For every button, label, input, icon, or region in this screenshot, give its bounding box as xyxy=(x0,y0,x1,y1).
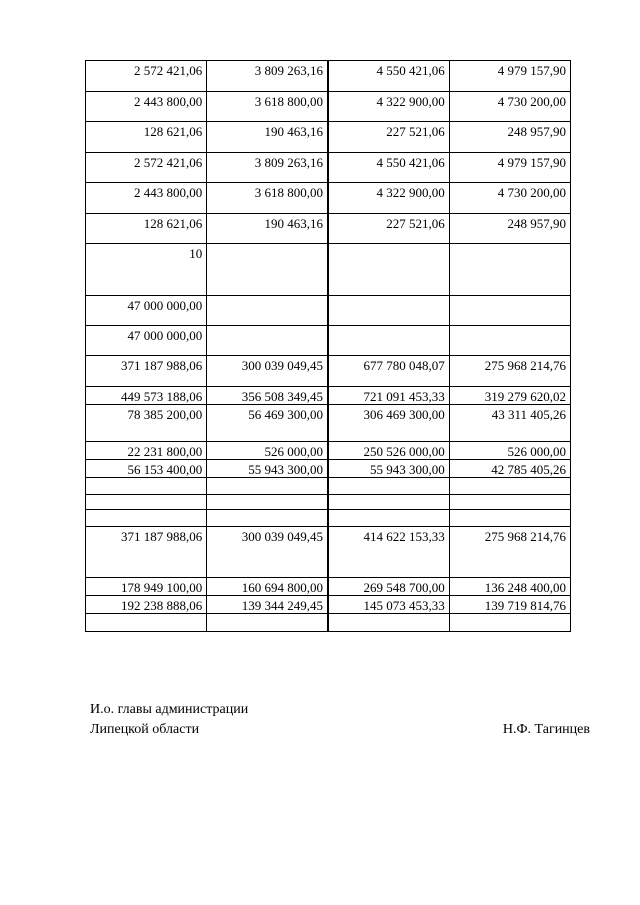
table-cell: 356 508 349,45 xyxy=(207,387,328,405)
table-cell xyxy=(449,478,570,495)
table-cell: 47 000 000,00 xyxy=(86,296,207,326)
table-cell xyxy=(86,495,207,510)
table-cell: 371 187 988,06 xyxy=(86,527,207,578)
signature-block xyxy=(90,700,590,740)
table-cell xyxy=(86,614,207,632)
table-cell xyxy=(328,478,449,495)
table-cell: 56 153 400,00 xyxy=(86,460,207,478)
table-cell xyxy=(449,495,570,510)
table-row xyxy=(86,244,571,296)
table-cell: 269 548 700,00 xyxy=(328,578,449,596)
table-cell: 2 572 421,06 xyxy=(86,153,207,183)
table-cell: 3 809 263,16 xyxy=(207,61,328,92)
table-row xyxy=(86,527,571,578)
table-row xyxy=(86,183,571,214)
table-cell xyxy=(207,244,328,296)
signature-line-1 xyxy=(90,700,590,720)
table-row xyxy=(86,61,571,92)
table-cell: 4 730 200,00 xyxy=(449,92,570,122)
budget-table-body xyxy=(86,61,571,632)
table-cell: 4 550 421,06 xyxy=(328,153,449,183)
table-cell: 3 618 800,00 xyxy=(207,92,328,122)
table-cell: 300 039 049,45 xyxy=(207,527,328,578)
signatory-position-line-1: И.о. главы администрации xyxy=(90,702,249,717)
table-cell: 227 521,06 xyxy=(328,122,449,153)
table-row xyxy=(86,326,571,356)
budget-table xyxy=(85,60,571,632)
table-row xyxy=(86,495,571,510)
table-cell: 128 621,06 xyxy=(86,122,207,153)
table-cell: 190 463,16 xyxy=(207,122,328,153)
table-cell: 414 622 153,33 xyxy=(328,527,449,578)
table-cell: 128 621,06 xyxy=(86,214,207,244)
table-row xyxy=(86,92,571,122)
table-row xyxy=(86,510,571,527)
table-cell: 55 943 300,00 xyxy=(207,460,328,478)
table-cell: 677 780 048,07 xyxy=(328,356,449,387)
table-row xyxy=(86,596,571,614)
table-cell xyxy=(449,614,570,632)
table-cell xyxy=(328,244,449,296)
table-cell: 2 572 421,06 xyxy=(86,61,207,92)
table-cell: 190 463,16 xyxy=(207,214,328,244)
table-row xyxy=(86,478,571,495)
table-row xyxy=(86,460,571,478)
signatory-name: Н.Ф. Тагинцев xyxy=(502,722,590,737)
table-cell xyxy=(328,326,449,356)
table-cell: 136 248 400,00 xyxy=(449,578,570,596)
table-row xyxy=(86,614,571,632)
budget-table-container xyxy=(85,60,570,632)
table-cell: 145 073 453,33 xyxy=(328,596,449,614)
table-cell: 22 231 800,00 xyxy=(86,442,207,460)
table-cell: 56 469 300,00 xyxy=(207,405,328,442)
table-row xyxy=(86,442,571,460)
table-row xyxy=(86,122,571,153)
table-row xyxy=(86,578,571,596)
table-row xyxy=(86,405,571,442)
table-cell: 47 000 000,00 xyxy=(86,326,207,356)
table-row xyxy=(86,153,571,183)
table-cell: 526 000,00 xyxy=(449,442,570,460)
table-cell xyxy=(328,296,449,326)
table-cell: 139 344 249,45 xyxy=(207,596,328,614)
table-cell: 306 469 300,00 xyxy=(328,405,449,442)
table-cell: 4 322 900,00 xyxy=(328,183,449,214)
table-cell: 4 550 421,06 xyxy=(328,61,449,92)
table-cell: 55 943 300,00 xyxy=(328,460,449,478)
table-cell xyxy=(449,326,570,356)
table-cell xyxy=(86,478,207,495)
table-cell: 139 719 814,76 xyxy=(449,596,570,614)
signatory-position-line-2: Липецкой области xyxy=(90,722,200,737)
table-cell: 248 957,90 xyxy=(449,214,570,244)
table-row xyxy=(86,296,571,326)
table-cell xyxy=(449,296,570,326)
table-cell: 43 311 405,26 xyxy=(449,405,570,442)
signature-line-2 xyxy=(90,720,590,740)
table-cell: 4 730 200,00 xyxy=(449,183,570,214)
table-cell: 319 279 620,02 xyxy=(449,387,570,405)
table-cell: 4 979 157,90 xyxy=(449,61,570,92)
table-cell xyxy=(86,510,207,527)
table-cell xyxy=(207,326,328,356)
table-cell: 227 521,06 xyxy=(328,214,449,244)
table-cell: 2 443 800,00 xyxy=(86,183,207,214)
table-cell: 4 979 157,90 xyxy=(449,153,570,183)
table-cell: 275 968 214,76 xyxy=(449,356,570,387)
table-row xyxy=(86,214,571,244)
table-cell xyxy=(207,495,328,510)
table-cell xyxy=(207,296,328,326)
table-row xyxy=(86,356,571,387)
table-cell xyxy=(207,478,328,495)
table-cell xyxy=(207,614,328,632)
table-cell: 449 573 188,06 xyxy=(86,387,207,405)
table-cell: 250 526 000,00 xyxy=(328,442,449,460)
table-cell: 10 xyxy=(86,244,207,296)
table-cell: 526 000,00 xyxy=(207,442,328,460)
table-cell: 3 809 263,16 xyxy=(207,153,328,183)
table-cell xyxy=(449,510,570,527)
table-cell: 178 949 100,00 xyxy=(86,578,207,596)
table-cell xyxy=(449,244,570,296)
table-cell: 78 385 200,00 xyxy=(86,405,207,442)
table-cell: 2 443 800,00 xyxy=(86,92,207,122)
table-cell: 371 187 988,06 xyxy=(86,356,207,387)
table-cell xyxy=(328,510,449,527)
table-cell xyxy=(328,495,449,510)
table-cell: 300 039 049,45 xyxy=(207,356,328,387)
table-cell: 4 322 900,00 xyxy=(328,92,449,122)
table-cell: 160 694 800,00 xyxy=(207,578,328,596)
table-cell: 248 957,90 xyxy=(449,122,570,153)
table-cell: 721 091 453,33 xyxy=(328,387,449,405)
table-cell: 3 618 800,00 xyxy=(207,183,328,214)
table-cell: 42 785 405,26 xyxy=(449,460,570,478)
table-cell xyxy=(328,614,449,632)
table-cell: 275 968 214,76 xyxy=(449,527,570,578)
table-row xyxy=(86,387,571,405)
table-cell: 192 238 888,06 xyxy=(86,596,207,614)
table-cell xyxy=(207,510,328,527)
